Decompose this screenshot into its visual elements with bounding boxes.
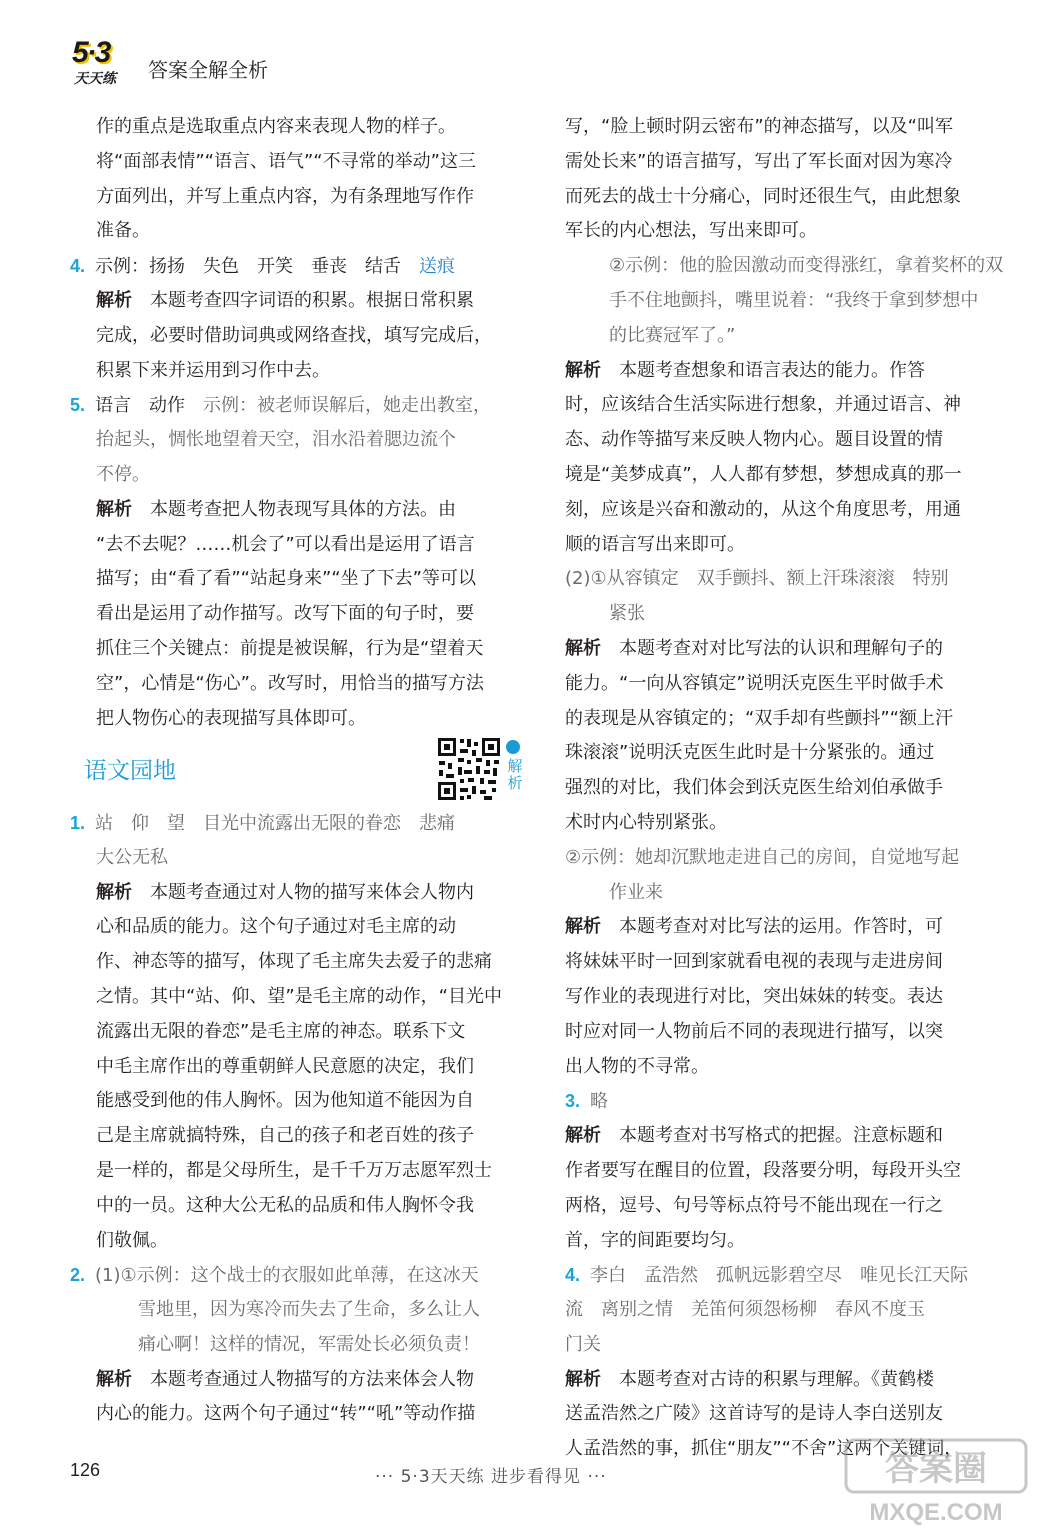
- line-text: 强烈的对比，我们体会到沃克医生给刘伯承做手: [565, 777, 943, 799]
- line-text: 写，“脸上顿时阴云密布”的神态描写，以及“叫军: [565, 116, 953, 137]
- line-text: 流露出无限的眷恋”是毛主席的神态。联系下文: [96, 1020, 466, 1042]
- line-text: 态、动作等描写来反映人物内心。题目设置的情: [565, 429, 943, 451]
- answer-text: 门关: [565, 1333, 601, 1355]
- text-line: [565, 145, 1015, 180]
- right-column: [565, 110, 1015, 1467]
- line-text: 本题考查通过人物描写的方法来体会人物: [132, 1368, 474, 1390]
- text-line: [565, 1154, 1015, 1189]
- text-line: [565, 284, 1015, 319]
- text-line: [565, 597, 1015, 632]
- answer-text: 不停。: [96, 463, 150, 485]
- question-number: 4.: [70, 256, 86, 277]
- header-title: 答案全解全析: [148, 58, 268, 82]
- text-line: [70, 1015, 530, 1050]
- footer-slogan: ··· 5·3天天练 进步看得见 ···: [375, 1467, 607, 1487]
- text-line: [565, 423, 1015, 458]
- analysis-label: 解析: [96, 498, 132, 520]
- qr-code[interactable]: [436, 736, 502, 802]
- line-text: 需处长来”的语言描写，写出了军长面对因为寒冷: [565, 150, 953, 172]
- answer-text: 送痕: [419, 256, 456, 278]
- text-line: [565, 1015, 1015, 1050]
- text-line: [70, 702, 530, 737]
- text-line: [70, 214, 530, 249]
- text-line: [565, 806, 1015, 841]
- text-line: [565, 1119, 1015, 1154]
- line-text: 两格，逗号、句号等标点符号不能出现在一行之: [565, 1194, 943, 1216]
- line-text: 作者要写在醒目的位置，段落要分明，每段开头空: [565, 1159, 961, 1181]
- line-text: 空”，心情是“伤心”。改写时，用恰当的描写方法: [96, 672, 484, 694]
- line-text: 心和品质的能力。这个句子通过对毛主席的动: [96, 916, 456, 938]
- line-text: 中的一员。这种大公无私的品质和伟人胸怀令我: [96, 1194, 474, 1216]
- left-column-part-1: [70, 110, 530, 736]
- text-line: [70, 980, 530, 1015]
- line-text: 本题考查想象和语言表达的能力。作答: [601, 359, 925, 381]
- text-line: [565, 1363, 1015, 1398]
- text-line: [565, 1084, 1015, 1119]
- text-line: [70, 284, 530, 319]
- line-text: 己是主席就搞特殊，自己的孩子和老百姓的孩子: [96, 1125, 474, 1147]
- line-text: 本题考查对对比写法的运用。作答时，可: [601, 916, 943, 938]
- line-text: 描写；由“看了看”“站起身来”“坐了下去”等可以: [96, 568, 476, 590]
- analysis-label: 解析: [565, 637, 601, 659]
- text-line: [70, 945, 530, 980]
- question-number: 3.: [565, 1091, 581, 1112]
- line-text: 抓住三个关键点：前提是被误解，行为是“望着天: [96, 637, 484, 659]
- text-line: [565, 1258, 1015, 1293]
- line-text: 军长的内心想法，写出来即可。: [565, 220, 817, 242]
- line-text: 内心的能力。这两个句子通过“转”“吼”等动作描: [96, 1403, 476, 1425]
- text-line: [70, 1084, 530, 1119]
- logo-subtitle: 天天练: [74, 71, 116, 87]
- text-line: [70, 806, 530, 841]
- line-text: 积累下来并运用到习作中去。: [96, 359, 330, 381]
- text-line: [70, 145, 530, 180]
- text-line: [565, 562, 1015, 597]
- text-line: [565, 1050, 1015, 1085]
- text-line: [70, 667, 530, 702]
- brand-logo: [70, 36, 132, 88]
- line-text: 本题考查通过对人物的描写来体会人物内: [132, 881, 474, 903]
- text-line: [70, 597, 530, 632]
- line-text: 本题考查对对比写法的认识和理解句子的: [601, 637, 943, 659]
- text-line: [565, 458, 1015, 493]
- line-text: 能力。“一向从容镇定”说明沃克医生平时做手术: [565, 672, 944, 694]
- line-text: 看出是运用了动作描写。改写下面的句子时，要: [96, 603, 474, 625]
- text-line: [565, 771, 1015, 806]
- line-text: 本题考查四字词语的积累。根据日常积累: [132, 289, 474, 311]
- question-number: 5.: [70, 395, 86, 416]
- line-text: 将妹妹平时一回到家就看电视的表现与走进房间: [565, 951, 943, 973]
- text-line: [565, 945, 1015, 980]
- line-text: 本题考查对书写格式的把握。注意标题和: [601, 1125, 943, 1147]
- answer-text: ②示例：他的脸因激动而变得涨红，拿着奖杯的双: [609, 255, 1004, 277]
- question-number: 1.: [70, 812, 86, 833]
- answer-text: (2)①从容镇定 双手颤抖、额上汗珠滚滚 特别: [565, 568, 949, 590]
- line-text: 时应对同一人物前后不同的表现进行描写，以突: [565, 1020, 943, 1042]
- line-text: 是一样的，都是父母所生，是千千万万志愿军烈士: [96, 1159, 492, 1181]
- answer-text: 手不住地颤抖，嘴里说着：“我终于拿到梦想中: [609, 289, 979, 311]
- line-text: 方面列出，并写上重点内容，为有条理地写作作: [96, 185, 474, 207]
- line-text: “去不去呢？……机会了”可以看出是运用了语言: [96, 533, 475, 555]
- text-line: [70, 1119, 530, 1154]
- text-line: [70, 319, 530, 354]
- line-text: 能感受到他的伟人胸怀。因为他知道不能因为自: [96, 1090, 474, 1112]
- text-line: [565, 493, 1015, 528]
- analysis-label: 解析: [565, 1368, 601, 1390]
- line-text: 中毛主席作出的尊重朝鲜人民意愿的决定，我们: [96, 1055, 474, 1077]
- answer-text: 李白 孟浩然 孤帆远影碧空尽 唯见长江天际: [590, 1265, 969, 1287]
- text-line: [565, 876, 1015, 911]
- text-line: [70, 1363, 530, 1398]
- text-line: [70, 180, 530, 215]
- text-line: [565, 910, 1015, 945]
- analysis-label: 解析: [565, 359, 601, 381]
- answer-text: 略: [590, 1091, 609, 1113]
- analysis-label: 解析: [565, 1125, 601, 1147]
- text-line: [565, 354, 1015, 389]
- text-line: [70, 249, 530, 284]
- line-text: 把人物伤心的表现描写具体即可。: [96, 707, 366, 729]
- text-line: [565, 110, 1015, 145]
- text-line: [565, 528, 1015, 563]
- answer-text: ②示例：她却沉默地走进自己的房间，自觉地写起: [565, 846, 960, 868]
- text-line: [70, 1154, 530, 1189]
- play-icon[interactable]: [506, 740, 520, 754]
- text-line: [70, 1050, 530, 1085]
- text-line: [565, 319, 1015, 354]
- line-text: 珠滚滚”说明沃克医生此时是十分紧张的。通过: [565, 742, 935, 764]
- line-text: 时，应该结合生活实际进行想象，并通过语言、神: [565, 394, 961, 416]
- text-line: [70, 354, 530, 389]
- line-text: 刻，应该是兴奋和激动的，从这个角度思考，用通: [565, 498, 961, 520]
- answer-text: 示例：被老师误解后，她走出教室，: [203, 395, 492, 417]
- answer-text: 流 离别之情 羌笛何须怨杨柳 春风不度玉: [565, 1299, 925, 1321]
- line-text: 们敬佩。: [96, 1229, 168, 1251]
- watermark-bottom-text: MXQE.COM: [869, 1499, 1003, 1526]
- text-line: [70, 1189, 530, 1224]
- watermark-top-text: 答案圈: [885, 1450, 987, 1488]
- answer-text: (1)①示例：这个战士的衣服如此单薄，在这冰天: [95, 1265, 479, 1287]
- text-line: [70, 110, 530, 145]
- text-line: [70, 493, 530, 528]
- text-line: [70, 910, 530, 945]
- watermark-logo: [842, 1430, 1032, 1530]
- left-column-part-2: [70, 806, 530, 1432]
- text-line: [565, 1224, 1015, 1259]
- line-text: 作、神态等的描写，体现了毛主席失去爱子的悲痛: [96, 951, 492, 973]
- text-line: [70, 841, 530, 876]
- line-text: 境是“美梦成真”，人人都有梦想，梦想成真的那一: [565, 463, 962, 485]
- text-line: [565, 632, 1015, 667]
- text-line: [565, 980, 1015, 1015]
- text-line: [70, 528, 530, 563]
- line-text: 顺的语言写出来即可。: [565, 533, 745, 555]
- answer-text: 紧张: [609, 603, 645, 625]
- answer-text: 的比赛冠军了。”: [609, 324, 736, 346]
- answer-text: 雪地里，因为寒冷而失去了生命，多么让人: [138, 1299, 480, 1321]
- line-text: 将“面部表情”“语言、语气”“不寻常的举动”这三: [96, 150, 476, 172]
- line-text: 的表现是从容镇定的；“双手却有些颤抖”“额上汗: [565, 707, 953, 729]
- text-line: [70, 876, 530, 911]
- text-line: [70, 1328, 530, 1363]
- answer-text: 抬起头，惆怅地望着天空，泪水沿着腮边流个: [96, 429, 456, 451]
- line-text: 语言 动作: [95, 395, 204, 417]
- logo-number: 5·3: [72, 36, 110, 69]
- analysis-label: 解析: [96, 1368, 132, 1390]
- text-line: [565, 180, 1015, 215]
- text-line: [70, 1258, 530, 1293]
- line-text: 作的重点是选取重点内容来表现人物的样子。: [96, 116, 456, 137]
- analysis-label: 解析: [565, 916, 601, 938]
- text-line: [565, 1328, 1015, 1363]
- question-number: 2.: [70, 1265, 86, 1286]
- text-line: [70, 1224, 530, 1259]
- text-line: [565, 1397, 1015, 1432]
- text-line: [70, 423, 530, 458]
- page-number: 126: [70, 1460, 101, 1480]
- line-text: 示例：扬扬 失色 开笑 垂丧 结舌: [95, 256, 420, 278]
- text-line: [70, 1397, 530, 1432]
- line-text: 本题考查把人物表现写具体的方法。由: [132, 498, 456, 520]
- text-line: [70, 562, 530, 597]
- line-text: 送孟浩然之广陵》这首诗写的是诗人李白送别友: [565, 1403, 943, 1425]
- text-line: [70, 1293, 530, 1328]
- line-text: 出人物的不寻常。: [565, 1055, 709, 1077]
- text-line: [565, 249, 1015, 284]
- line-text: 完成，必要时借助词典或网络查找，填写完成后，: [96, 324, 492, 346]
- section-title: 语文园地: [84, 758, 176, 784]
- text-line: [70, 458, 530, 493]
- text-line: [565, 1293, 1015, 1328]
- text-line: [565, 702, 1015, 737]
- answer-text: 作业来: [609, 881, 663, 903]
- question-number: 4.: [565, 1265, 581, 1286]
- text-line: [565, 841, 1015, 876]
- line-text: 人孟浩然的事，抓住“朋友”“不舍”这两个关键词，: [565, 1438, 963, 1460]
- text-line: [70, 632, 530, 667]
- line-text: 而死去的战士十分痛心，同时还很生气，由此想象: [565, 185, 961, 207]
- text-line: [565, 388, 1015, 423]
- line-text: 准备。: [96, 220, 150, 242]
- qr-label: 解析: [507, 757, 523, 792]
- text-line: [565, 214, 1015, 249]
- text-line: [70, 388, 530, 423]
- line-text: 本题考查对古诗的积累与理解。《黄鹤楼: [601, 1368, 934, 1390]
- page-header: [70, 36, 1000, 100]
- analysis-label: 解析: [96, 881, 132, 903]
- analysis-label: 解析: [96, 289, 132, 311]
- text-line: [565, 1189, 1015, 1224]
- line-text: 术时内心特别紧张。: [565, 811, 727, 833]
- answer-text: 站 仰 望 目光中流露出无限的眷恋 悲痛: [95, 812, 456, 834]
- line-text: 首，字的间距要均匀。: [565, 1229, 745, 1251]
- answer-text: 痛心啊！这样的情况，军需处长必须负责！: [138, 1333, 480, 1355]
- line-text: 写作业的表现进行对比，突出妹妹的转变。表达: [565, 985, 943, 1007]
- answer-text: 大公无私: [96, 846, 168, 868]
- text-line: [565, 667, 1015, 702]
- line-text: 之情。其中“站、仰、望”是毛主席的动作，“目光中: [96, 985, 502, 1007]
- text-line: [565, 736, 1015, 771]
